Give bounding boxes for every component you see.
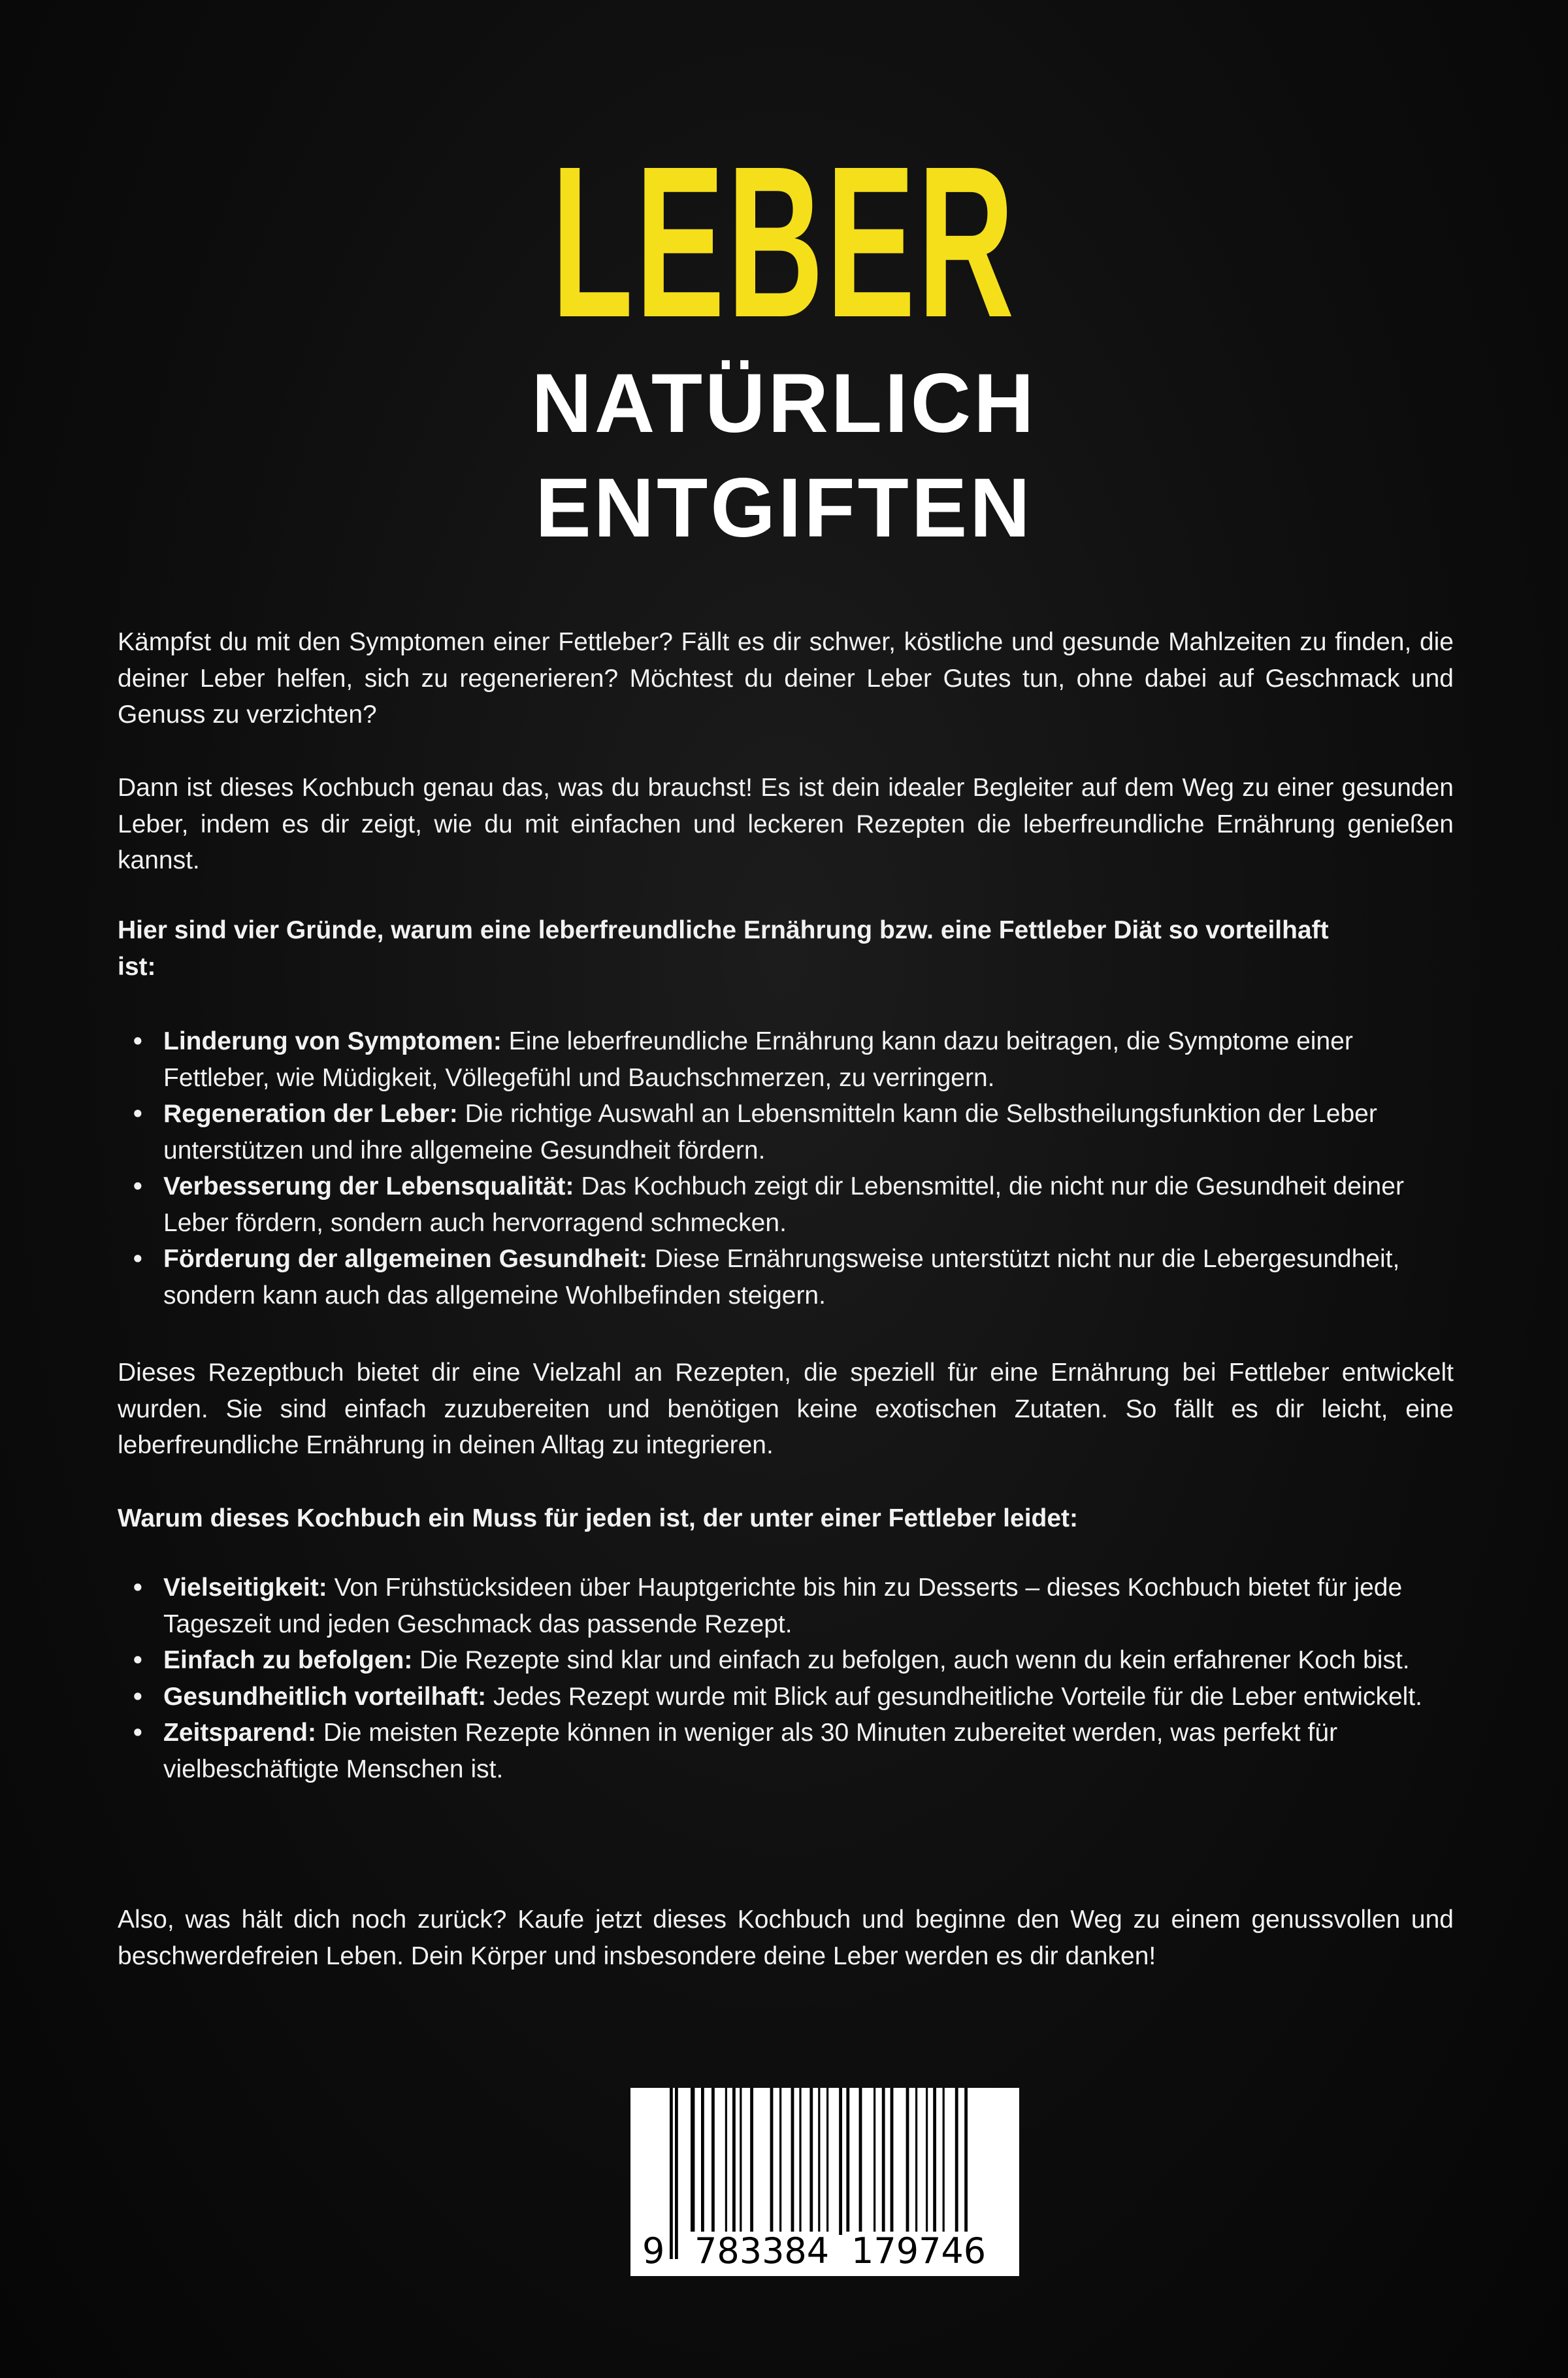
list-item <box>163 1679 1454 1715</box>
item-term: Regeneration der Leber: <box>163 1100 458 1128</box>
item-term: Zeitsparend: <box>163 1719 317 1747</box>
list-item <box>163 1642 1454 1679</box>
barcode-bar <box>675 2088 678 2259</box>
reasons-list <box>118 1023 1454 1313</box>
list-item <box>163 1023 1454 1096</box>
barcode-bar <box>770 2088 774 2235</box>
paragraph-3: Dieses Rezeptbuch bietet dir eine Vielzahl an Rezepten, die speziell für eine Ernährung bei Fettleber entwickelt wurden. Sie sind einfach zuzubereiten und benötigen keine exotischen Zutaten. So fällt es dir leicht, eine leberfreundliche Ernährung in deinen Alltag zu integrieren. <box>118 1359 1454 1459</box>
title-entgiften: ENTGIFTEN <box>535 461 1033 555</box>
barcode-bar <box>818 2088 820 2235</box>
item-term: Verbesserung der Lebensqualität: <box>163 1172 574 1200</box>
paragraph-2: Dann ist dieses Kochbuch genau das, was du brauchst! Es ist dein idealer Begleiter auf dem Weg zu einer gesunden Leber, indem es dir zeigt, wie du mit einfachen und leckeren Rezepten die leberfreundliche Ernährung genießen kannst. <box>118 774 1454 874</box>
item-term: Förderung der allgemeinen Gesundheit: <box>163 1245 648 1273</box>
item-term: Vielseitigkeit: <box>163 1574 327 1602</box>
barcode-bar <box>882 2088 885 2235</box>
title-leber: LEBER <box>551 121 1017 362</box>
list-item <box>163 1096 1454 1168</box>
barcode-bar <box>926 2088 928 2235</box>
barcode-bar <box>906 2088 909 2235</box>
barcode-bar <box>779 2088 781 2235</box>
barcode-bar <box>809 2088 813 2235</box>
barcode-bar <box>701 2088 704 2235</box>
item-text: Jedes Rezept wurde mit Blick auf gesundheitliche Vorteile für die Leber entwickelt. <box>486 1682 1422 1711</box>
barcode-bar <box>670 2088 673 2259</box>
list-item <box>163 1570 1454 1642</box>
item-text: Die richtige Auswahl an Lebensmitteln kann die Selbstheilungsfunktion der Leber unterstützen und ihre allgemeine Gesundheit fördern. <box>163 1100 1377 1164</box>
item-text: Die meisten Rezepte können in weniger als 30 Minuten zubereitet werden, was perfekt für vielbeschäftigte Menschen ist. <box>163 1719 1338 1783</box>
barcode-bar <box>839 2088 842 2235</box>
item-text: Die Rezepte sind klar und einfach zu befolgen, auch wenn du kein erfahrener Koch bist. <box>412 1646 1410 1674</box>
list-item <box>163 1715 1454 1787</box>
barcode-bar <box>915 2088 917 2235</box>
item-text: Von Frühstücksideen über Hauptgerichte bis hin zu Desserts – dieses Kochbuch bietet für jede Tageszeit und jeden Geschmack das passende Rezept. <box>163 1574 1403 1638</box>
barcode-bar <box>859 2088 862 2235</box>
barcode-bar <box>732 2088 736 2235</box>
intro-paragraph: Kämpfst du mit den Symptomen einer Fettleber? Fällt es dir schwer, köstliche und gesunde Mahlzeiten zu finden, die deiner Leber helfen, sich zu regenerieren? Möchtest du deiner Leber Gutes tun, ohne dabei auf Geschmack und Genuss zu verzichten? <box>118 628 1454 729</box>
barcode-bar <box>846 2088 849 2235</box>
heading-why: Warum dieses Kochbuch ein Muss für jeden ist, der unter einer Fettleber leidet: <box>118 1504 1079 1532</box>
barcode-bar <box>890 2088 894 2235</box>
item-text: Diese Ernährungsweise unterstützt nicht nur die Lebergesundheit, sondern kann auch das allgemeine Wohlbefinden steigern. <box>163 1245 1400 1310</box>
barcode-bar <box>750 2088 753 2235</box>
barcode-bar <box>826 2088 828 2235</box>
heading-reasons: Hier sind vier Gründe, warum eine leberfreundliche Ernährung bzw. eine Fettleber Diät so vorteilhaft ist: <box>118 916 1329 981</box>
list-item <box>163 1241 1454 1313</box>
barcode-bar <box>711 2088 715 2235</box>
barcode-bar <box>943 2088 945 2235</box>
barcode-bar <box>874 2088 875 2235</box>
title-natuerlich: NATÜRLICH <box>531 357 1037 450</box>
barcode-bar <box>933 2088 936 2235</box>
barcode-group-2: 179746 <box>846 2232 991 2271</box>
item-term: Linderung von Symptomen: <box>163 1027 502 1055</box>
barcode-group-1: 783384 <box>689 2232 834 2271</box>
why-list <box>118 1570 1454 1787</box>
barcode-bar <box>740 2088 742 2235</box>
isbn-barcode <box>630 2088 1019 2276</box>
item-text: Das Kochbuch zeigt dir Lebensmittel, die nicht nur die Gesundheit deiner Leber fördern, sondern auch hervorragend schmecken. <box>163 1172 1404 1237</box>
barcode-bar <box>725 2088 727 2235</box>
item-text: Eine leberfreundliche Ernährung kann dazu beitragen, die Symptome einer Fettleber, wie Müdigkeit, Völlegefühl und Bauchschmerzen, zu verringern. <box>163 1027 1353 1092</box>
barcode-bar <box>691 2088 694 2235</box>
barcode-bar <box>791 2088 794 2235</box>
barcode-digit-first: 9 <box>642 2230 665 2271</box>
closing-paragraph: Also, was hält dich noch zurück? Kaufe jetzt dieses Kochbuch und beginne den Weg zu einem genussvollen und beschwerdefreien Leben. Dein Körper und insbesondere deine Leber werden es dir danken! <box>118 1906 1454 1970</box>
item-term: Gesundheitlich vorteilhaft: <box>163 1682 487 1711</box>
list-item <box>163 1168 1454 1241</box>
item-term: Einfach zu befolgen: <box>163 1646 413 1674</box>
